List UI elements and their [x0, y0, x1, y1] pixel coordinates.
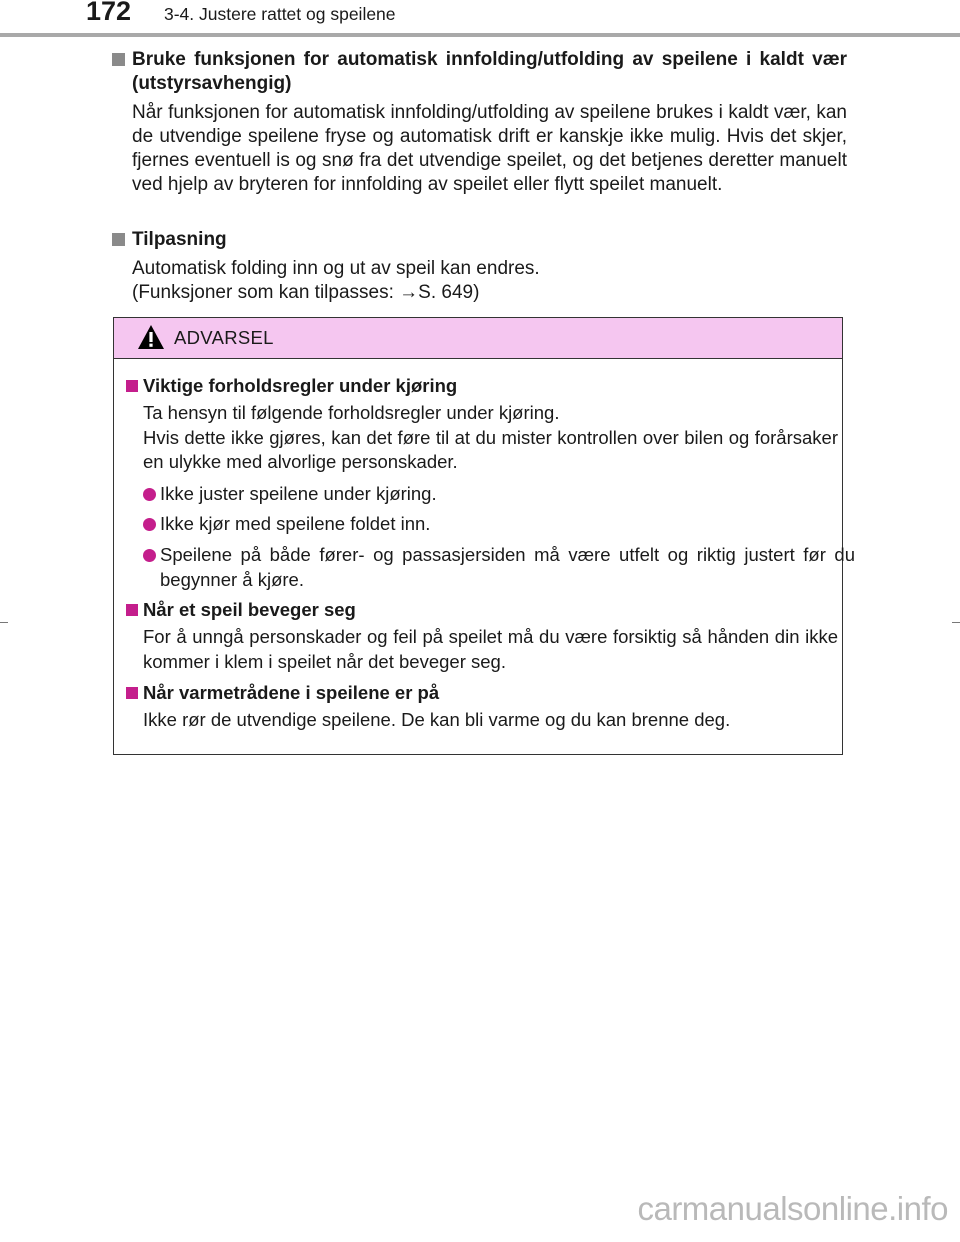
- square-bullet-icon: [112, 233, 125, 246]
- crop-mark: [0, 622, 8, 623]
- warning-section-heading: [126, 598, 838, 622]
- warning-section-body: [126, 401, 838, 475]
- chapter-title: 3-4. Justere rattet og speilene: [164, 4, 396, 24]
- body-line: Ta hensyn til følgende forholdsregler under kjøring.: [143, 402, 560, 423]
- warning-section-heaters: [126, 681, 838, 733]
- list-item-text: Speilene på både fører- og passasjersiden må være utfelt og riktig justert før du begynner å kjøre.: [160, 544, 855, 590]
- body-line: Automatisk folding inn og ut av speil kan endres.: [132, 258, 540, 279]
- warning-section-heading: [126, 374, 838, 398]
- warning-section-driving: [126, 374, 838, 475]
- section-heading: [112, 48, 847, 96]
- section-heading-text: Bruke funksjonen for automatisk innfolding/utfolding av speilene i kaldt vær (utstyrsavhengig): [132, 49, 847, 94]
- square-bullet-icon: [126, 380, 138, 392]
- section-body: Når funksjonen for automatisk innfolding/utfolding av speilene brukes i kaldt vær, kan de utvendige speilene fryse og automatisk drift er kanskje ikke mulig. Hvis det skjer, fjernes eventuell is og snø fra det utvendige speilet, og det betjenes deretter manuelt ved hjelp av bryteren for innfolding av speilet eller flytt speilet manuelt.: [132, 102, 847, 195]
- warning-heading-text: Når et speil beveger seg: [143, 599, 356, 620]
- body-line: Hvis dette ikke gjøres, kan det føre til at du mister kontrollen over bilen og forårsaker en ulykke med alvorlige personskader.: [143, 426, 838, 472]
- section-cold-weather: [112, 48, 847, 197]
- warning-heading-text: Viktige forholdsregler under kjøring: [143, 375, 458, 396]
- section-body: [112, 257, 847, 305]
- warning-title: ADVARSEL: [174, 327, 274, 348]
- square-bullet-icon: [126, 687, 138, 699]
- round-bullet-icon: [143, 518, 156, 531]
- warning-box: [113, 317, 855, 755]
- watermark: carmanualsonline.info: [637, 1190, 948, 1227]
- square-bullet-icon: [112, 53, 125, 66]
- list-item: [143, 512, 855, 537]
- page-reference-link[interactable]: (Funksjoner som kan tilpasses: →S. 649): [132, 282, 480, 303]
- warning-section-heading: [126, 681, 838, 705]
- crop-mark: [952, 622, 960, 623]
- list-item: [143, 482, 855, 507]
- warning-section-moving: [126, 598, 838, 674]
- page-number: 172: [86, 0, 132, 26]
- list-item: [143, 543, 855, 592]
- section-heading: [112, 228, 847, 252]
- list-item-text: Ikke kjør med speilene foldet inn.: [160, 513, 431, 534]
- warning-section-body: Ikke rør de utvendige speilene. De kan bli varme og du kan brenne deg.: [143, 709, 731, 730]
- list-item-text: Ikke juster speilene under kjøring.: [160, 483, 437, 504]
- warning-section-body: For å unngå personskader og feil på speilet må du være forsiktig så hånden din ikke kommer i klem i speilet når det beveger seg.: [143, 626, 838, 672]
- square-bullet-icon: [126, 604, 138, 616]
- warning-triangle-icon: [137, 324, 165, 350]
- warning-heading-text: Når varmetrådene i speilene er på: [143, 682, 440, 703]
- round-bullet-icon: [143, 549, 156, 562]
- page-header: [0, 0, 960, 40]
- round-bullet-icon: [143, 488, 156, 501]
- section-customization: [112, 228, 847, 305]
- header-rule: [0, 33, 960, 37]
- warning-header: [114, 318, 842, 359]
- section-heading-text: Tilpasning: [132, 229, 227, 250]
